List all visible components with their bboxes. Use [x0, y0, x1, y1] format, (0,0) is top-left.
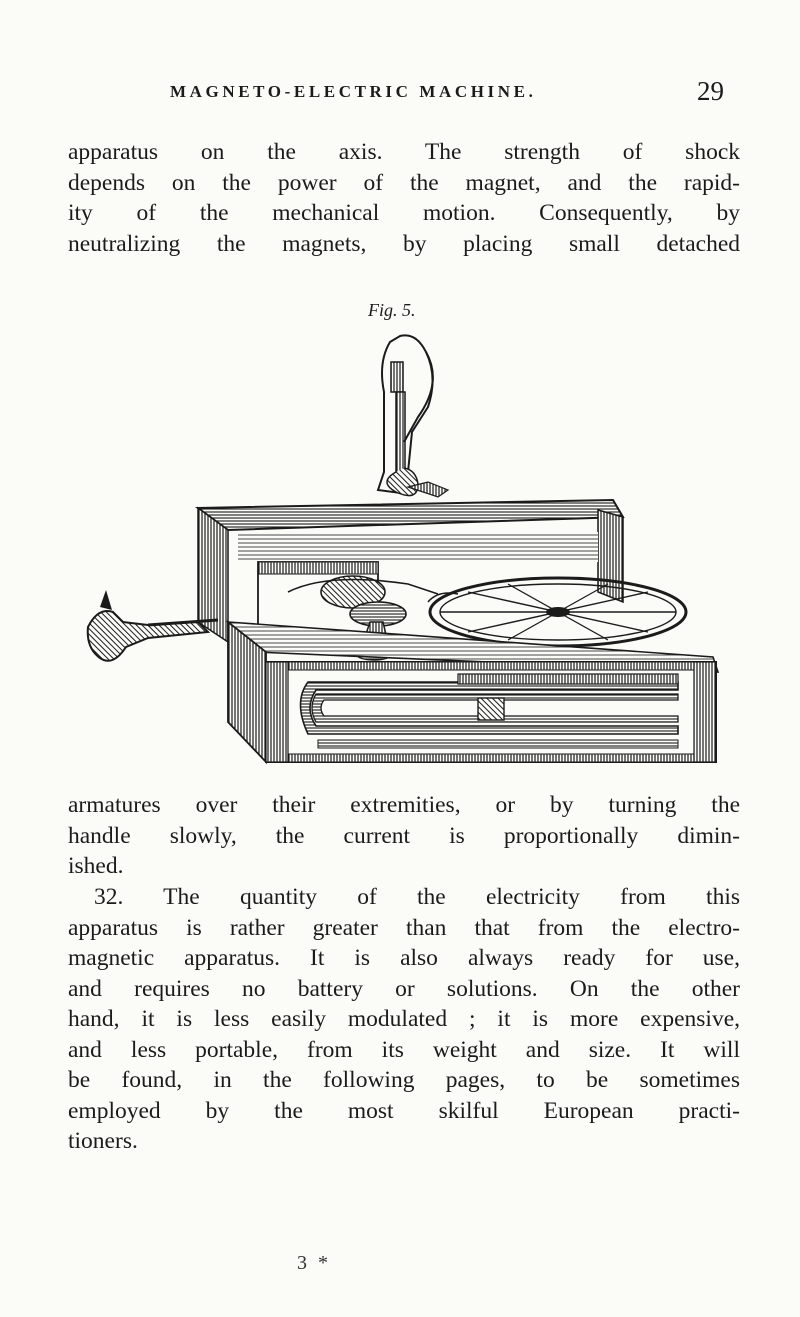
- text-line: and less portable, from its weight and size. It will: [68, 1036, 740, 1063]
- paragraph-top: [68, 137, 740, 259]
- text-line: apparatus is rather greater than that from the electro-: [68, 914, 740, 941]
- text-line: depends on the power of the magnet, and the rapid-: [68, 169, 740, 196]
- text-line: ished.: [68, 853, 124, 879]
- text-line: 32. The quantity of the electricity from this: [94, 884, 740, 910]
- text-line: and requires no battery or solutions. On the other: [68, 975, 740, 1002]
- paragraph-after-figure: [68, 790, 740, 882]
- figure-caption: Fig. 5.: [368, 300, 416, 320]
- text-line: apparatus on the axis. The strength of shock: [68, 139, 740, 165]
- text-line: tioners.: [68, 1128, 138, 1154]
- text-line: handle slowly, the current is proportionally dimin-: [68, 822, 740, 849]
- running-head: [0, 76, 800, 110]
- text-line: armatures over their extremities, or by turning the: [68, 792, 740, 818]
- paragraph-32: [68, 882, 740, 1157]
- text-line: magnetic apparatus. It is also always ready for use,: [68, 945, 740, 971]
- text-line: employed by the most skilful European practi-: [68, 1097, 740, 1124]
- running-title: MAGNETO-ELECTRIC MACHINE.: [170, 82, 537, 101]
- drive-wheel: [428, 578, 686, 646]
- text-line: hand, it is less easily modulated ; it is more expensive,: [68, 1006, 740, 1032]
- text-line: neutralizing the magnets, by placing small detached: [68, 230, 740, 257]
- text-line: ity of the mechanical motion. Consequently, by: [68, 200, 740, 226]
- signature-mark: 3 *: [297, 1252, 331, 1274]
- page-number: 29: [697, 76, 724, 106]
- electrode-handle: [378, 335, 448, 497]
- magneto-electric-machine-illustration: [78, 322, 728, 770]
- text-line: be found, in the following pages, to be sometimes: [68, 1067, 740, 1093]
